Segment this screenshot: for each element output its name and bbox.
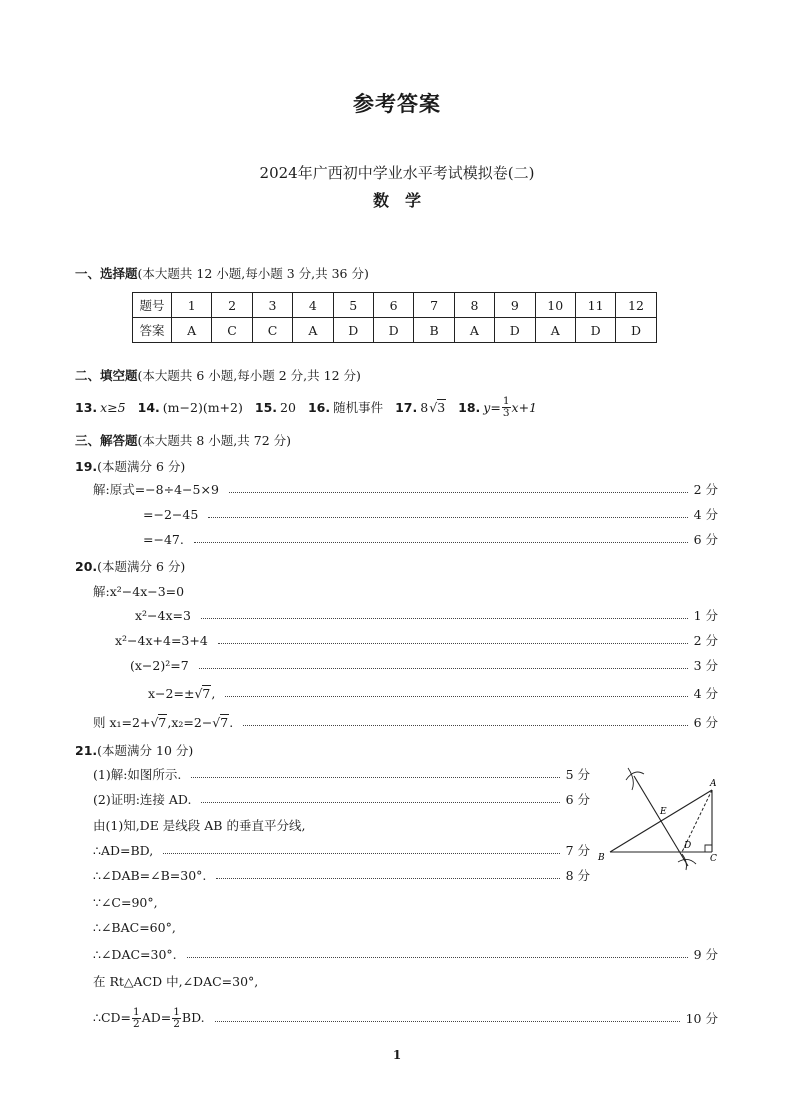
solution-step: 解:原式=−8÷4−5×9	[93, 482, 219, 497]
fraction-numerator: 1	[133, 1005, 140, 1018]
q21-line-9: 在 Rt△ACD 中,∠DAC=30°,	[93, 974, 259, 989]
step-text: ,	[211, 685, 216, 701]
item-answer-prefix: y=	[483, 399, 501, 415]
question-number: 20.	[75, 559, 98, 574]
point-label-b: B	[598, 853, 605, 863]
dot-leader	[201, 802, 559, 803]
question-number: 19.	[75, 459, 98, 474]
right-angle-mark	[705, 845, 712, 852]
fraction-denominator: 2	[173, 1017, 180, 1030]
step-text: ∴CD=	[93, 1009, 132, 1025]
page-number: 1	[392, 1048, 402, 1062]
q20-line-0: 解:x²−4x−3=0	[93, 584, 185, 599]
step-text: 则 x₁=2+	[93, 715, 151, 730]
dot-leader	[229, 492, 688, 493]
answer-cell: D	[373, 318, 413, 343]
q21-line-1	[93, 765, 590, 783]
solution-step: ∴∠DAC=30°.	[93, 946, 177, 962]
fill-answers-line	[75, 396, 537, 418]
section-label: 三、解答题	[75, 433, 138, 448]
question-note: (本题满分 10 分)	[97, 743, 194, 758]
table-row-answers	[133, 318, 657, 343]
item-number: 16.	[307, 399, 331, 415]
solution-step: x²−4x=3	[135, 607, 191, 623]
radicand: 7	[220, 715, 229, 730]
dot-leader	[225, 696, 687, 697]
answer-cell: A	[454, 318, 494, 343]
question-number: 21.	[75, 743, 98, 758]
dot-leader	[194, 542, 688, 543]
section-heading-choice	[75, 264, 369, 282]
q20-line-4	[148, 684, 718, 702]
sqrt-sign: √	[194, 685, 203, 701]
dot-leader	[218, 643, 688, 644]
q21-line-10	[93, 1006, 718, 1030]
question-number-cell: 1	[172, 293, 212, 318]
triangle-figure	[596, 762, 728, 872]
item-answer: 随机事件	[333, 400, 384, 415]
construction-arc	[628, 768, 633, 790]
sqrt-sign: √	[429, 399, 438, 415]
dot-leader	[208, 517, 687, 518]
dot-leader	[215, 1021, 680, 1022]
q21-line-4	[93, 841, 590, 859]
sqrt-sign: √	[150, 715, 159, 730]
item-number: 15.	[254, 399, 278, 415]
section-label: 一、选择题	[75, 266, 138, 281]
point-label-e: E	[660, 807, 667, 817]
q20-heading	[75, 557, 185, 575]
item-number: 14.	[137, 399, 160, 415]
solution-step: ∴AD=BD,	[93, 842, 154, 858]
step-text: x−2=±	[148, 685, 195, 701]
question-number-cell: 9	[495, 293, 535, 318]
table-header-cell: 答案	[133, 318, 172, 343]
table-row-questions	[133, 293, 657, 318]
solution-step: (2)证明:连接 AD.	[93, 792, 192, 807]
solution-step	[93, 713, 233, 731]
point-label-d: D	[684, 841, 692, 851]
dot-leader	[163, 853, 559, 854]
item-number: 18.	[458, 399, 481, 415]
question-note: (本题满分 6 分)	[97, 559, 186, 574]
dot-leader	[187, 957, 688, 958]
item-number: 17.	[395, 399, 418, 415]
question-number-cell: 10	[535, 293, 575, 318]
item-number: 13.	[75, 399, 98, 415]
score-mark: 10 分	[685, 1011, 718, 1026]
q19-line-2	[143, 505, 718, 523]
item-answer: 20	[280, 399, 296, 415]
q21-line-3: 由(1)知,DE 是线段 AB 的垂直平分线,	[93, 818, 306, 833]
table-header-cell: 题号	[133, 293, 172, 318]
q21-line-5	[93, 866, 590, 884]
q20-line-5	[93, 713, 718, 731]
item-answer: (m−2)(m+2)	[162, 399, 243, 415]
radicand: 3	[437, 400, 446, 415]
dot-leader	[201, 618, 688, 619]
fraction-denominator: 2	[133, 1017, 140, 1030]
score-mark: 9 分	[693, 947, 718, 962]
question-number-cell: 2	[212, 293, 252, 318]
point-label-c: C	[710, 854, 717, 864]
q20-line-1	[135, 606, 718, 624]
section-heading-solve	[75, 431, 291, 449]
step-text: BD.	[181, 1009, 205, 1025]
q19-line-1	[93, 480, 718, 498]
question-number-cell: 4	[293, 293, 333, 318]
dot-leader	[216, 878, 559, 879]
score-mark: 6 分	[565, 792, 590, 807]
solution-step: ∴∠DAB=∠B=30°.	[93, 867, 207, 883]
sqrt-sign: √	[212, 715, 221, 730]
score-mark: 8 分	[565, 868, 590, 883]
solution-step: (x−2)²=7	[130, 657, 189, 673]
fraction-numerator: 1	[502, 394, 510, 407]
answer-cell: C	[252, 318, 292, 343]
answer-table	[132, 292, 657, 343]
fraction-numerator: 1	[173, 1005, 180, 1018]
section-label: 二、填空题	[75, 368, 138, 383]
question-note: (本题满分 6 分)	[97, 459, 186, 474]
section-note: (本大题共 12 小题,每小题 3 分,共 36 分)	[137, 266, 369, 281]
step-text: .	[229, 715, 234, 730]
step-text: AD=	[141, 1009, 172, 1025]
q21-heading	[75, 741, 193, 759]
answer-cell: D	[575, 318, 615, 343]
question-number-cell: 6	[373, 293, 413, 318]
fraction	[502, 396, 511, 419]
answer-cell: C	[212, 318, 252, 343]
score-mark: 7 分	[565, 843, 590, 858]
item-answer: x≥5	[100, 399, 126, 415]
solution-step: =−47.	[143, 531, 184, 547]
answer-cell: A	[172, 318, 212, 343]
construction-arc	[626, 772, 644, 780]
score-mark: 2 分	[693, 482, 718, 497]
solution-step: (1)解:如图所示.	[93, 767, 182, 782]
q21-line-7: ∴∠BAC=60°,	[93, 920, 176, 935]
fraction-denominator: 3	[502, 406, 510, 419]
score-mark: 6 分	[693, 532, 718, 547]
q19-heading	[75, 457, 185, 475]
dot-leader	[243, 725, 687, 726]
radicand: 7	[202, 685, 211, 701]
score-mark: 3 分	[693, 658, 718, 673]
answer-cell: D	[616, 318, 656, 343]
subject-title: 数 学	[372, 191, 421, 210]
score-mark: 6 分	[693, 715, 718, 730]
fraction	[132, 1007, 141, 1030]
question-number-cell: 11	[575, 293, 615, 318]
score-mark: 4 分	[693, 507, 718, 522]
q21-line-2	[93, 790, 590, 808]
answer-cell: A	[293, 318, 333, 343]
solution-step	[93, 1007, 205, 1030]
solution-step	[148, 686, 215, 701]
dot-leader	[191, 777, 559, 778]
q20-line-3	[130, 656, 718, 674]
q20-line-2	[115, 631, 718, 649]
radicand: 7	[158, 715, 167, 730]
section-heading-fill	[75, 366, 361, 384]
item-answer: 8	[420, 399, 429, 415]
score-mark: 1 分	[693, 608, 718, 623]
question-number-cell: 3	[252, 293, 292, 318]
question-number-cell: 7	[414, 293, 454, 318]
section-note: (本大题共 8 小题,共 72 分)	[137, 433, 291, 448]
fraction	[172, 1007, 181, 1030]
question-number-cell: 8	[454, 293, 494, 318]
score-mark: 4 分	[693, 686, 718, 701]
exam-subtitle: 2024年广西初中学业水平考试模拟卷(二)	[259, 164, 535, 182]
item-answer-suffix: x+1	[511, 399, 538, 415]
point-label-a: A	[710, 779, 717, 789]
section-note: (本大题共 6 小题,每小题 2 分,共 12 分)	[137, 368, 361, 383]
q21-line-6: ∵∠C=90°,	[93, 895, 158, 910]
solution-step: =−2−45	[143, 506, 199, 522]
score-mark: 5 分	[565, 767, 590, 782]
question-number-cell: 5	[333, 293, 373, 318]
answer-cell: D	[333, 318, 373, 343]
score-mark: 2 分	[693, 633, 718, 648]
answer-cell: D	[495, 318, 535, 343]
answer-cell: A	[535, 318, 575, 343]
q21-line-8	[93, 945, 718, 963]
page-title: 参考答案	[353, 91, 441, 116]
dot-leader	[199, 668, 688, 669]
step-text: ,x₂=2−	[167, 715, 213, 730]
question-number-cell: 12	[616, 293, 656, 318]
answer-cell: B	[414, 318, 454, 343]
q19-line-3	[143, 530, 718, 548]
solution-step: x²−4x+4=3+4	[115, 632, 208, 648]
